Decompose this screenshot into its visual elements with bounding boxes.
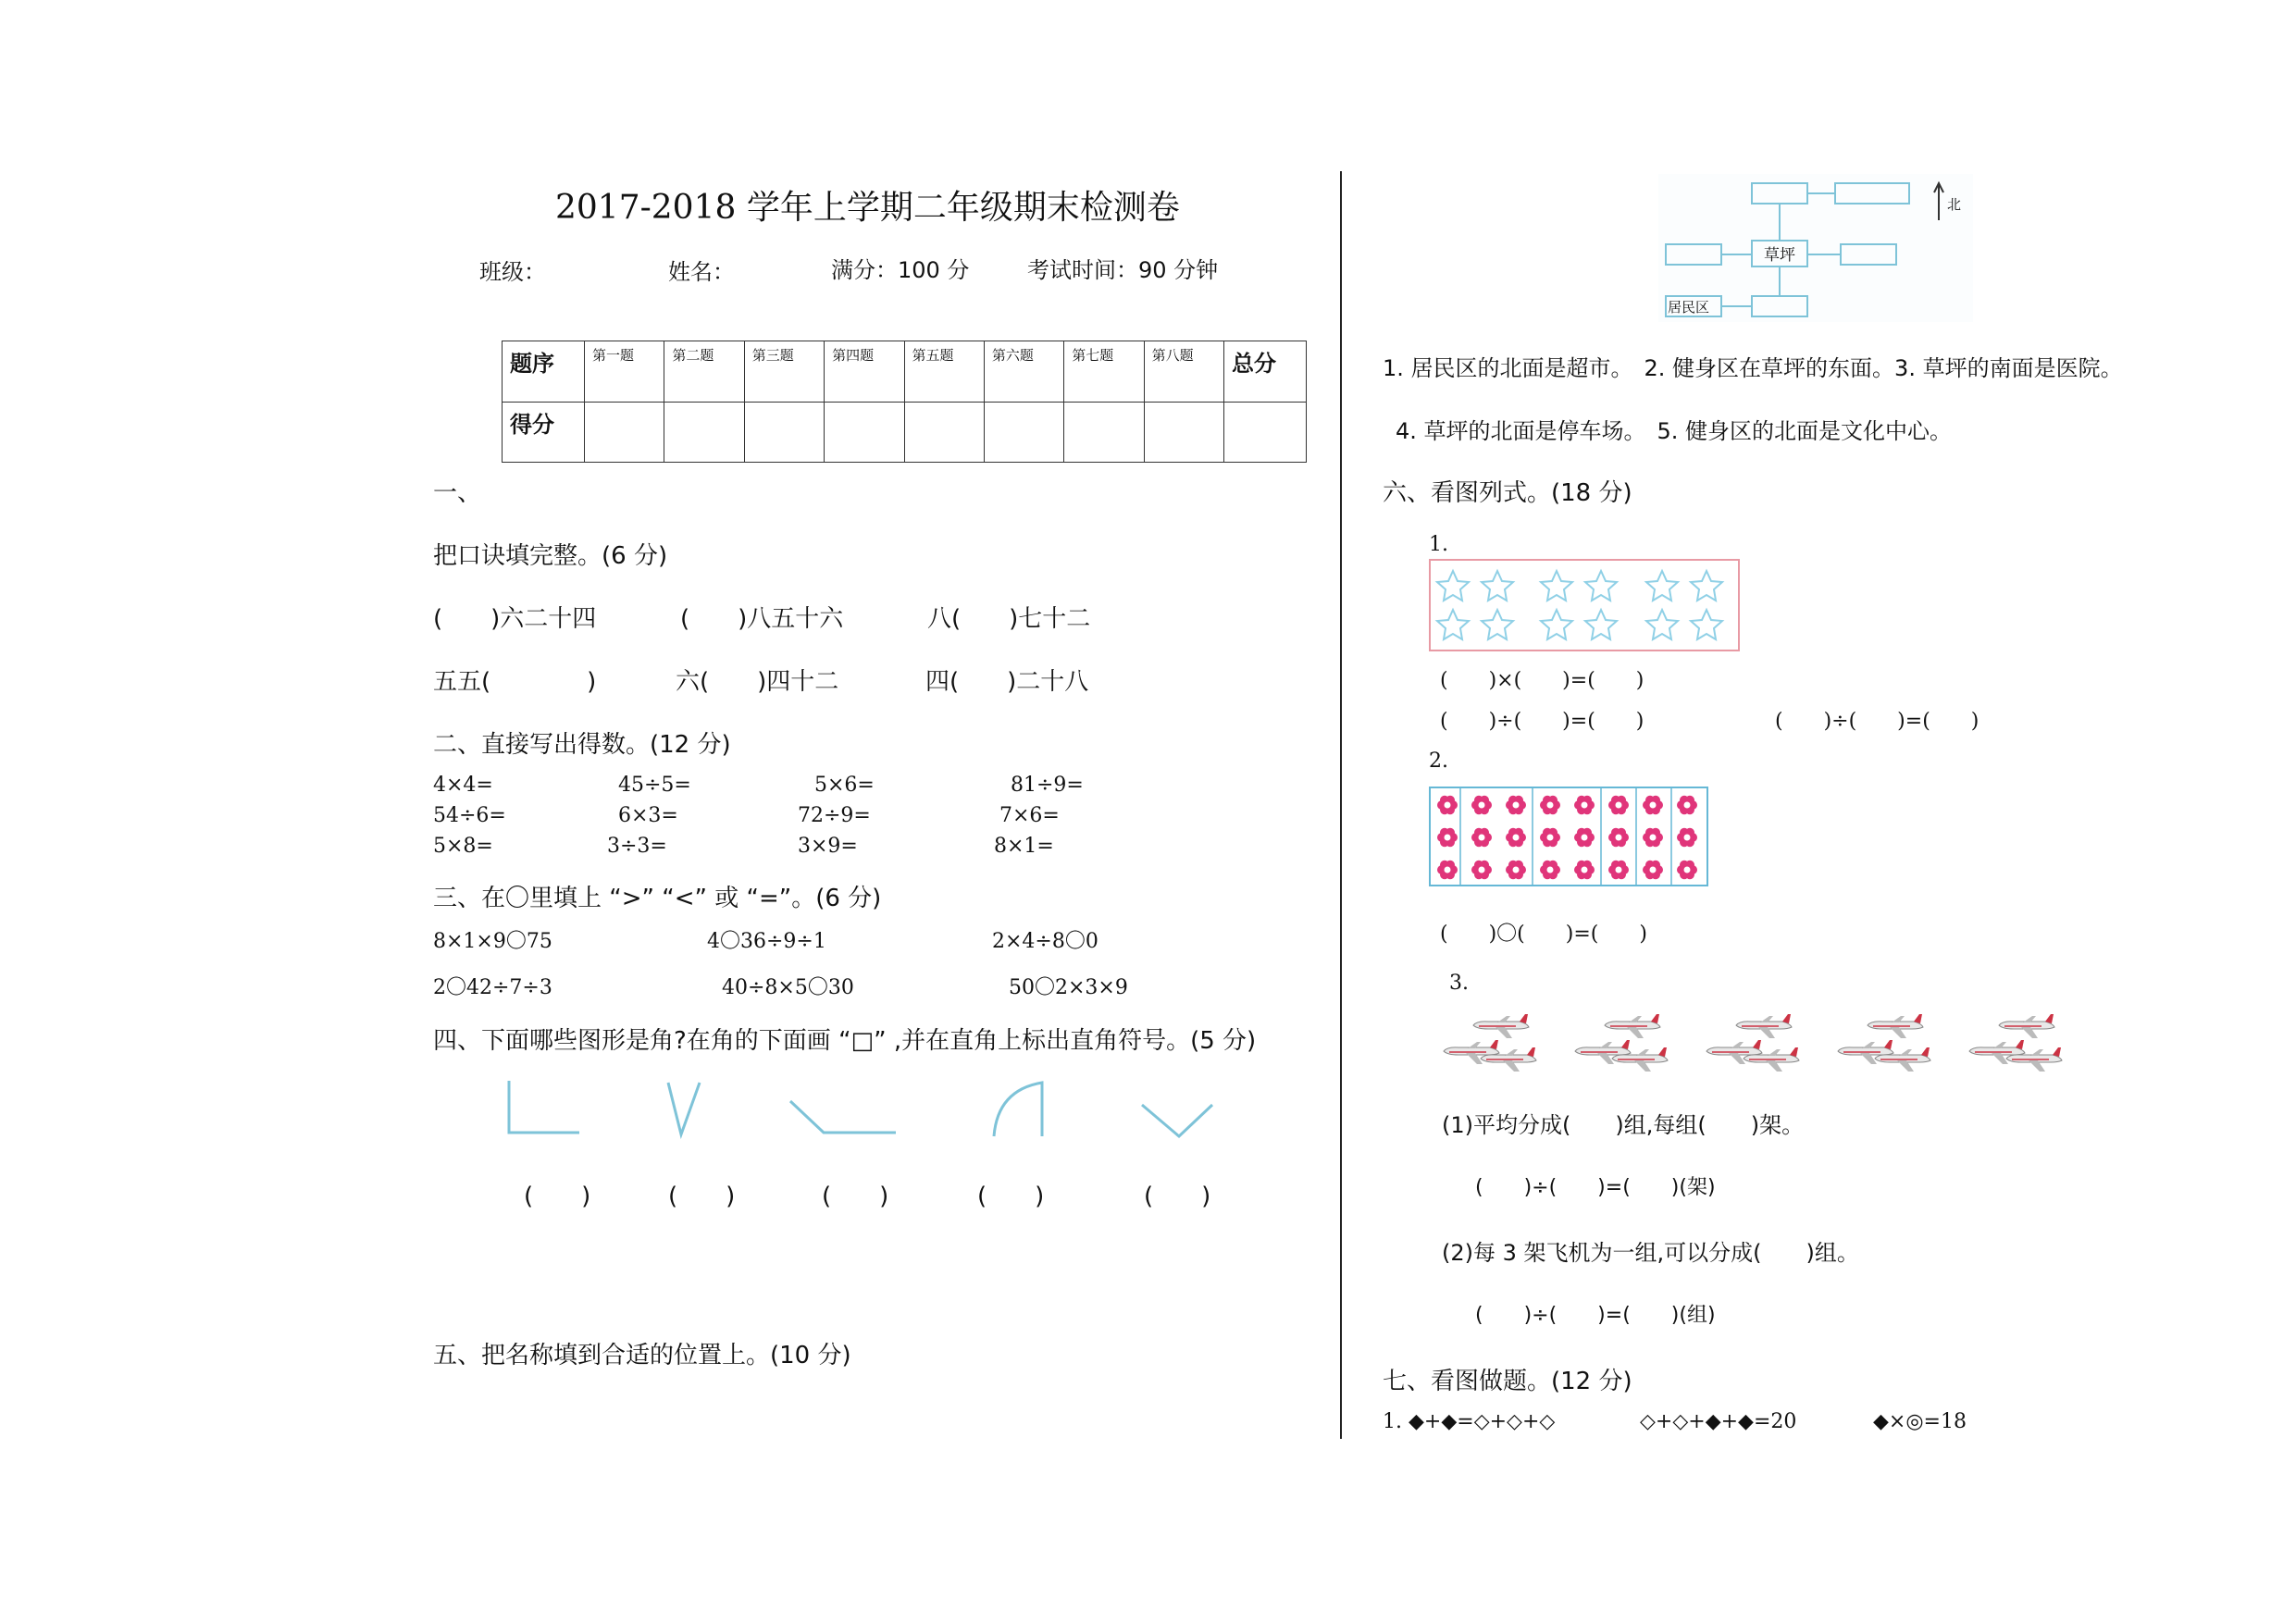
airplanes-picture bbox=[1425, 1005, 2073, 1084]
s1-item: ( )八五十六 bbox=[680, 605, 844, 633]
map-center-label: 草坪 bbox=[1764, 246, 1795, 265]
score-cell[interactable] bbox=[744, 402, 824, 463]
s1-instruction: 把口诀填完整。(6 分) bbox=[433, 542, 668, 570]
s3-item: 40÷8×5〇30 bbox=[722, 976, 854, 999]
s7-eq-b: ◇+◇+◆+◆=20 bbox=[1640, 1410, 1797, 1433]
s2-item: 8×1= bbox=[994, 835, 1054, 858]
angle-figure-obtuse bbox=[790, 1101, 896, 1133]
s4-blank[interactable]: ( ) bbox=[977, 1183, 1045, 1210]
column-divider bbox=[1340, 171, 1342, 1439]
s1-item: 六( )四十二 bbox=[676, 668, 839, 696]
s7-eq-c: ◆×◎=18 bbox=[1873, 1410, 1967, 1433]
exam-time: 考试时间：90 分钟 bbox=[1027, 257, 1219, 283]
map-corner-label: 居民区 bbox=[1668, 299, 1710, 316]
flowers-picture bbox=[1429, 787, 1708, 886]
s2-item: 81÷9= bbox=[1011, 774, 1084, 797]
page-title: 2017-2018 学年上学期二年级期末检测卷 bbox=[555, 189, 1180, 227]
s6-q3-part2: (2)每 3 架飞机为一组,可以分成( )组。 bbox=[1442, 1240, 1859, 1266]
s2-item: 45÷5= bbox=[618, 774, 691, 797]
s2-heading: 二、直接写出得数。(12 分) bbox=[433, 731, 731, 759]
score-cell[interactable] bbox=[1064, 402, 1144, 463]
s5-clue-line2: 4. 草坪的北面是停车场。 5. 健身区的北面是文化中心。 bbox=[1396, 418, 1953, 444]
s4-blank[interactable]: ( ) bbox=[822, 1183, 889, 1210]
s3-item: 50〇2×3×9 bbox=[1009, 976, 1128, 999]
angle-figure-curve bbox=[994, 1083, 1042, 1136]
score-cell[interactable] bbox=[825, 402, 904, 463]
score-col: 第四题 bbox=[825, 341, 904, 403]
score-cell[interactable] bbox=[1144, 402, 1223, 463]
s2-item: 6×3= bbox=[618, 804, 678, 827]
s6-q3-num: 3. bbox=[1449, 972, 1469, 995]
s4-blank[interactable]: ( ) bbox=[1144, 1183, 1211, 1210]
s4-heading: 四、下面哪些图形是角?在角的下面画 “□” ,并在直角上标出直角符号。(5 分) bbox=[433, 1027, 1257, 1055]
airplane bbox=[1868, 1014, 1923, 1038]
s2-item: 7×6= bbox=[999, 804, 1060, 827]
s1-item: 五五( ) bbox=[433, 668, 597, 696]
s3-item: 2×4÷8〇0 bbox=[992, 930, 1098, 953]
s1-item: ( )六二十四 bbox=[433, 605, 597, 633]
stars-picture bbox=[1429, 559, 1740, 651]
s6-q1-num: 1. bbox=[1429, 533, 1448, 556]
score-col: 第六题 bbox=[984, 341, 1063, 403]
s6-q3-eq1: ( )÷( )=( )(架) bbox=[1475, 1176, 1716, 1199]
score-table bbox=[502, 341, 1307, 463]
s2-item: 72÷9= bbox=[798, 804, 871, 827]
direction-map bbox=[1658, 174, 1973, 322]
s3-heading: 三、在〇里填上 “>” “<” 或 “=”。(6 分) bbox=[433, 885, 882, 912]
s6-q3-part1: (1)平均分成( )组,每组( )架。 bbox=[1442, 1112, 1805, 1138]
s6-q1-line1: ( )×( )=( ) bbox=[1440, 669, 1644, 692]
s3-item: 8×1×9〇75 bbox=[433, 930, 552, 953]
class-label: 班级： bbox=[479, 259, 546, 285]
s2-item: 4×4= bbox=[433, 774, 493, 797]
s7-heading: 七、看图做题。(12 分) bbox=[1383, 1368, 1632, 1395]
s1-heading: 一、 bbox=[433, 479, 482, 507]
angle-figure-v bbox=[668, 1083, 700, 1134]
s2-item: 54÷6= bbox=[433, 804, 506, 827]
airplane bbox=[1605, 1014, 1660, 1038]
s2-item: 5×8= bbox=[433, 835, 493, 858]
airplane bbox=[1999, 1014, 2054, 1038]
s5-clue-line1: 1. 居民区的北面是超市。 2. 健身区在草坪的东面。3. 草坪的南面是医院。 bbox=[1383, 355, 2123, 381]
s1-item: 四( )二十八 bbox=[925, 668, 1089, 696]
score-total-header: 总分 bbox=[1224, 341, 1307, 403]
s3-item: 2〇42÷7÷3 bbox=[433, 976, 552, 999]
score-row2-header: 得分 bbox=[503, 402, 585, 463]
s5-heading: 五、把名称填到合适的位置上。(10 分) bbox=[433, 1342, 851, 1369]
s6-q2-num: 2. bbox=[1429, 750, 1448, 773]
score-col: 第二题 bbox=[664, 341, 744, 403]
s2-item: 3×9= bbox=[798, 835, 858, 858]
full-score: 满分：100 分 bbox=[831, 257, 970, 283]
score-col: 第五题 bbox=[904, 341, 984, 403]
score-col: 第三题 bbox=[744, 341, 824, 403]
s7-eq-a: 1. ◆+◆=◇+◇+◇ bbox=[1383, 1410, 1556, 1433]
s2-item: 3÷3= bbox=[607, 835, 667, 858]
angle-figures bbox=[490, 1073, 1240, 1147]
score-col: 第七题 bbox=[1064, 341, 1144, 403]
name-label: 姓名： bbox=[668, 259, 735, 285]
map-north-label: 北 bbox=[1947, 196, 1962, 213]
s6-q2-line: ( )〇( )=( ) bbox=[1440, 923, 1647, 946]
s4-blank[interactable]: ( ) bbox=[524, 1183, 591, 1210]
s1-item: 八( )七十二 bbox=[927, 605, 1091, 633]
airplane bbox=[1473, 1014, 1529, 1038]
s6-heading: 六、看图列式。(18 分) bbox=[1383, 479, 1632, 507]
score-col: 第八题 bbox=[1144, 341, 1223, 403]
score-row1-header: 题序 bbox=[503, 341, 585, 403]
airplane bbox=[1736, 1014, 1792, 1038]
score-cell[interactable] bbox=[1224, 402, 1307, 463]
s4-blank[interactable]: ( ) bbox=[668, 1183, 736, 1210]
score-cell[interactable] bbox=[984, 402, 1063, 463]
s3-item: 4〇36÷9÷1 bbox=[707, 930, 826, 953]
score-cell[interactable] bbox=[664, 402, 744, 463]
score-col: 第一题 bbox=[585, 341, 664, 403]
s6-q1-line2b: ( )÷( )=( ) bbox=[1775, 710, 1980, 733]
angle-figure-wide-v bbox=[1142, 1105, 1212, 1136]
s6-q3-eq2: ( )÷( )=( )(组) bbox=[1475, 1304, 1716, 1327]
s2-item: 5×6= bbox=[814, 774, 875, 797]
s6-q1-line2a: ( )÷( )=( ) bbox=[1440, 710, 1644, 733]
score-cell[interactable] bbox=[904, 402, 984, 463]
angle-figure-right bbox=[509, 1081, 579, 1133]
score-cell[interactable] bbox=[585, 402, 664, 463]
